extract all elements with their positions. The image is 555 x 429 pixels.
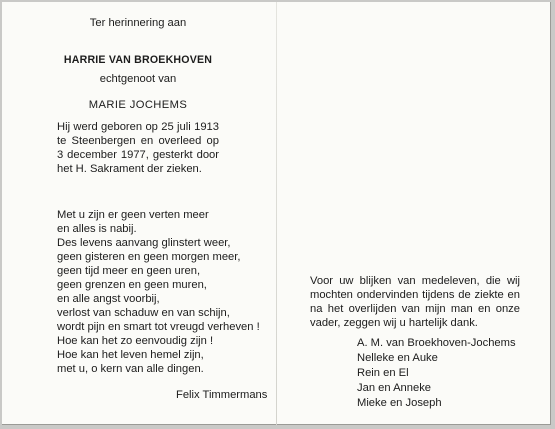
poem-author: Felix Timmermans [176,389,268,401]
thanks-paragraph: Voor uw blijken van medeleven, die wij mochten ondervinden tijdens de ziekte en na het overlijden van mijn man en onze vader, zeggen wij u hartelijk dank. [310,275,520,329]
signer-name: Jan en Anneke [357,382,432,394]
poem-line: geen gisteren en geen morgen meer, [57,251,241,263]
poem-line: Met u zijn er geen verten meer [57,209,209,221]
poem-line: geen tijd meer en geen uren, [57,265,201,277]
poem-line: Hoe kan het leven hemel zijn, [57,349,204,361]
signer-name: Rein en El [357,367,409,379]
deceased-name: HARRIE VAN BROEKHOVEN [63,54,213,66]
signer-name: Nelleke en Auke [357,352,438,364]
poem-line: en alles is nabij. [57,223,137,235]
poem-line: verlost van schaduw en van schijn, [57,307,230,319]
biography-paragraph: Hij werd geboren op 25 juli 1913 te Steenbergen en overleed op 3 december 1977, gesterkt door het H. Sakrament der zieken. [57,121,219,175]
signer-name: A. M. van Broekhoven-Jochems [357,337,516,349]
poem-line: met u, o kern van alle dingen. [57,363,204,375]
intro-text: Ter herinnering aan [89,17,187,29]
poem-line: Des levens aanvang glinstert weer, [57,237,231,249]
poem [57,208,277,376]
relation-text: echtgenoot van [99,73,177,85]
poem-line: geen grenzen en geen muren, [57,279,207,291]
poem-line: en alle angst voorbij, [57,293,160,305]
spouse-name: MARIE JOCHEMS [88,99,188,111]
signer-name: Mieke en Joseph [357,397,442,409]
poem-line: wordt pijn en smart tot vreugd verheven ! [57,321,260,333]
poem-line: Hoe kan het zo eenvoudig zijn ! [57,335,214,347]
signers-list [357,336,516,411]
left-panel [0,0,276,429]
